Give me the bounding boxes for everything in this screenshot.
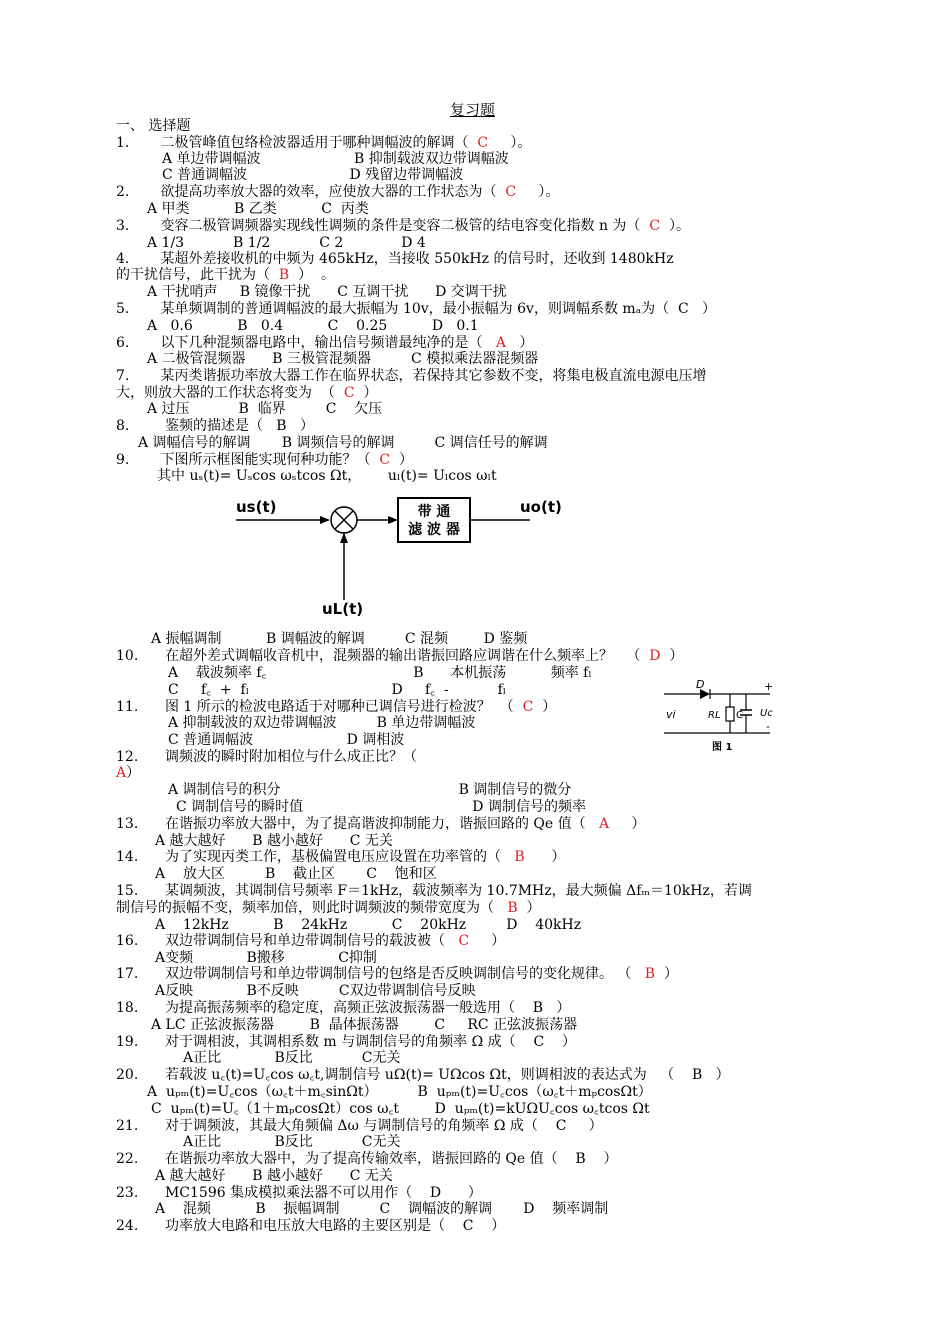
question-line (183, 1050, 400, 1066)
question-line (138, 435, 548, 451)
answer-mark: B (507, 900, 518, 916)
answer-mark: B (514, 849, 525, 865)
line-suffix: ） (390, 452, 414, 468)
line-text: C 普通调幅波 D 调相波 (168, 732, 405, 748)
line-text: 其中 uₛ(t)= Uₛcos ωₛtcos Ωt， u (157, 468, 397, 484)
svg-text:+: + (764, 680, 774, 693)
question-line (116, 418, 314, 434)
question-line (116, 765, 140, 781)
line-text: 17. 双边带调制信号和单边带调制信号的包络是否反映调制信号的变化规律。 （ (116, 966, 645, 982)
question-line (147, 235, 426, 251)
line-suffix: ）。 (488, 135, 532, 151)
question-line (183, 1134, 400, 1150)
line-text: 的干扰信号，此干扰为（ (116, 267, 279, 283)
line-text: 8. 鉴频的描述是（ B ） (116, 418, 314, 434)
answer-mark: C (649, 218, 661, 234)
line-text: 23. MC1596 集成模拟乘法器不可以用作（ D ） (116, 1185, 482, 1201)
question-line (116, 883, 752, 899)
line-suffix: ） (533, 699, 557, 715)
question-line (168, 782, 571, 798)
line-text: C 调制信号的瞬时值 D 调制信号的频率 (176, 799, 586, 815)
line-text: 24. 功率放大电路和电压放大电路的主要区别是（ C ） (116, 1218, 506, 1234)
line-text: 16. 双边带调制信号和单边带调制信号的载波被（ (116, 933, 459, 949)
line-text: 21. 对于调频波，其最大角频偏 Δω 与调制信号的角频率 Ω 成（ C ） (116, 1118, 603, 1134)
line-text: 20. 若载波 u꜀(t)=U꜀cos ω꜀t,调制信号 uΩ(t)= UΩcos Ωt，则调相波的表达式为 （ B ） (116, 1067, 730, 1083)
question-line (116, 933, 505, 949)
line-text: A 越大越好 B 越小越好 C 无关 (155, 1168, 393, 1184)
question-line (155, 917, 581, 933)
line-suffix: ₗ(t)= Uₗcos ωₗt (396, 468, 497, 484)
question-line (116, 1034, 576, 1050)
question-line (116, 648, 683, 664)
line-text: A 调制信号的积分 B 调制信号的微分 (168, 782, 572, 798)
question-line (151, 631, 527, 647)
svg-text:vi: vi (666, 708, 676, 721)
line-suffix: ） (354, 385, 378, 401)
line-text: A 甲类 B 乙类 C 丙类 (147, 201, 369, 217)
question-line (168, 665, 592, 681)
line-text: A 混频 B 振幅调制 C 调幅波的解调 D 频率调制 (155, 1201, 609, 1217)
line-text: A 干扰哨声 B 镜像干扰 C 互调干扰 D 交调干扰 (147, 284, 507, 300)
line-text: A 振幅调制 B 调幅波的解调 C 混频 D 鉴频 (151, 631, 528, 647)
line-text: C 普通调幅波 D 残留边带调幅波 (162, 167, 464, 183)
question-line (116, 368, 707, 384)
line-text: 制信号的振幅不变，频率加倍，则此时调频波的频带宽度为（ (116, 900, 508, 916)
line-text: A反映 B不反映 C双边带调制信号反映 (155, 983, 476, 999)
detector-circuit-figure (660, 678, 790, 753)
question-line (168, 682, 506, 698)
question-line (155, 833, 393, 849)
line-suffix: ） (655, 966, 678, 982)
question-line (151, 1017, 577, 1033)
question-line (116, 1151, 618, 1167)
line-text: A正比 B反比 C无关 (183, 1134, 401, 1150)
question-line (157, 468, 497, 484)
section-heading: 一、 选择题 (116, 118, 191, 134)
question-line (116, 385, 377, 401)
question-line (116, 1000, 570, 1016)
question-line (116, 1067, 730, 1083)
us-label: us(t) (236, 498, 277, 516)
line-text: 11. 图 1 所示的检波电路适于对哪种已调信号进行检波？ （ (116, 699, 523, 715)
line-text: 9. 下图所示框图能实现何种功能？（ (116, 452, 380, 468)
question-line (147, 351, 538, 367)
question-line (155, 866, 437, 882)
question-line (116, 849, 565, 865)
question-line (116, 1185, 482, 1201)
line-suffix: ） (660, 648, 684, 664)
question-line (155, 1168, 393, 1184)
question-line (116, 267, 335, 283)
line-text: 2. 欲提高功率放大器的效率，应使放大器的工作状态为（ (116, 184, 506, 200)
answer-mark: A (495, 335, 506, 351)
line-text: A 抑制载波的双边带调幅波 B 单边带调幅波 (168, 715, 476, 731)
question-line (162, 151, 509, 167)
svg-text:-: - (766, 720, 770, 733)
line-text: A 单边带调幅波 B 抑制载波双边带调幅波 (162, 151, 509, 167)
answer-mark: C (522, 699, 534, 715)
question-line (162, 167, 463, 183)
line-text: 18. 为提高振荡频率的稳定度，高频正弦波振荡器一般选用（ B ） (116, 1000, 571, 1016)
question-line (116, 1218, 505, 1234)
line-suffix: ） (609, 816, 646, 832)
line-text: A 调幅信号的解调 B 调频信号的解调 C 调信任号的解调 (138, 435, 548, 451)
answer-mark: C (477, 135, 489, 151)
line-suffix: ）。 (516, 184, 560, 200)
question-line (116, 135, 531, 151)
filter-label-1: 带 通 (417, 504, 451, 520)
line-text: A变频 B搬移 C抑制 (155, 950, 377, 966)
line-text: A 0.6 B 0.4 C 0.25 D 0.1 (147, 318, 479, 334)
svg-text:Uc: Uc (760, 708, 773, 719)
svg-text:RL: RL (708, 710, 721, 721)
line-suffix: ） (126, 765, 141, 781)
block-diagram (230, 490, 570, 620)
line-text: C uₚₘ(t)=U꜀（1＋mₚcosΩt）cos ω꜀t D uₚₘ(t)=kUΩU꜀cos ω꜀tcos Ωt (151, 1101, 650, 1117)
line-text: 大，则放大器的工作状态将变为 （ (116, 385, 344, 401)
line-suffix: ）。 (660, 218, 690, 234)
line-text: 14. 为了实现丙类工作，基极偏置电压应设置在功率管的（ (116, 849, 515, 865)
question-line (155, 1201, 608, 1217)
question-line (116, 1118, 603, 1134)
diode-icon (700, 689, 710, 699)
line-text: A 越大越好 B 越小越好 C 无关 (155, 833, 393, 849)
line-suffix: ） (524, 849, 566, 865)
uo-label: uo(t) (520, 498, 562, 516)
line-text: A 12kHz B 24kHz C 20kHz D 40kHz (155, 917, 582, 933)
question-line (151, 1101, 650, 1117)
svg-text:C: C (736, 710, 743, 721)
line-text: A 过压 B 临界 C 欠压 (147, 401, 383, 417)
line-text: 15. 某调频波，其调制信号频率 F＝1kHz，载波频率为 10.7MHz，最大频偏 Δfₘ＝10kHz，若调 (116, 883, 752, 899)
question-line (147, 318, 479, 334)
line-text: 3. 变容二极管调频器实现线性调频的条件是变容二极管的结电容变化指数 n 为（ (116, 218, 650, 234)
question-line (116, 218, 690, 234)
question-line (155, 983, 476, 999)
line-text: A 载波频率 f꜀ B 本机振荡 频率 fₗ (168, 665, 592, 681)
question-line (116, 452, 413, 468)
answer-mark: A (598, 816, 610, 832)
line-suffix: ） 。 (289, 267, 336, 283)
question-line (116, 816, 645, 832)
question-line (116, 900, 541, 916)
svg-text:D: D (696, 678, 705, 691)
line-text: 7. 某丙类谐振功率放大器工作在临界状态，若保持其它参数不变，将集电极直流电源电压增 (116, 368, 707, 384)
line-text: 6. 以下几种混频器电路中，输出信号频谱最纯净的是（ (116, 335, 496, 351)
question-line (168, 715, 475, 731)
line-suffix: ） (505, 335, 534, 351)
line-suffix: ₐ为（ C ） (635, 301, 717, 317)
question-line (116, 335, 533, 351)
question-line (116, 251, 674, 267)
filter-label-2: 滤 波 器 (408, 522, 460, 538)
answer-mark: C (379, 452, 391, 468)
line-text: A LC 正弦波振荡器 B 晶体振荡器 C RC 正弦波振荡器 (151, 1017, 578, 1033)
answer-mark: A (116, 765, 127, 781)
line-suffix: ） (517, 900, 541, 916)
line-text: A正比 B反比 C无关 (183, 1050, 401, 1066)
ul-label: uL(t) (322, 600, 364, 618)
question-line (147, 1084, 652, 1100)
answer-mark: C (343, 385, 355, 401)
figure-caption: 图 1 (712, 742, 733, 753)
answer-mark: C (505, 184, 517, 200)
line-suffix: ） (469, 933, 506, 949)
question-line (147, 401, 382, 417)
line-text: 19. 对于调相波，其调相系数 m 与调制信号的角频率 Ω 成（ C ） (116, 1034, 576, 1050)
question-line (116, 301, 716, 317)
line-text: 4. 某超外差接收机的中频为 465kHz，当接收 550kHz 的信号时，还收到 1480kHz (116, 251, 674, 267)
line-text: 13. 在谐振功率放大器中，为了提高谐波抑制能力，谐振回路的 Qe 值（ (116, 816, 599, 832)
line-text: A 二极管混频器 B 三极管混频器 C 模拟乘法器混频器 (147, 351, 539, 367)
line-text: 22. 在谐振功率放大器中，为了提高传输效率，谐振回路的 Qe 值（ B ） (116, 1151, 618, 1167)
line-text: 12. 调频波的瞬时附加相位与什么成正比？（ (116, 749, 417, 765)
question-line (168, 732, 404, 748)
line-text: A 1/3 B 1/2 C 2 D 4 (147, 235, 426, 251)
answer-mark: D (649, 648, 661, 664)
question-line (116, 699, 556, 715)
question-line (155, 950, 377, 966)
line-text: 1. 二极管峰值包络检波器适用于哪种调幅波的解调（ (116, 135, 478, 151)
answer-mark: B (278, 267, 290, 283)
question-line (116, 966, 678, 982)
line-text: A 放大区 B 截止区 C 饱和区 (155, 866, 437, 882)
line-text: 10. 在超外差式调幅收音机中，混频器的输出谐振回路应调谐在什么频率上？ （ (116, 648, 650, 664)
line-text: A uₚₘ(t)=U꜀cos（ω꜀t＋m꜀sinΩt） B uₚₘ(t)=U꜀cos（ω꜀t＋mₚcosΩt） (147, 1084, 652, 1100)
question-line (147, 201, 369, 217)
question-line (116, 184, 559, 200)
question-line (116, 749, 417, 765)
answer-mark: B (644, 966, 656, 982)
resistor-icon (726, 707, 734, 721)
line-text: C f꜀ + fₗ D f꜀ - fₗ (168, 682, 507, 698)
question-line (147, 284, 507, 300)
question-line (176, 799, 586, 815)
answer-mark: C (458, 933, 470, 949)
line-text: 5. 某单频调制的普通调幅波的最大振幅为 10v，最小振幅为 6v，则调幅系数 m (116, 301, 636, 317)
page-title: 复习题 (450, 101, 496, 119)
